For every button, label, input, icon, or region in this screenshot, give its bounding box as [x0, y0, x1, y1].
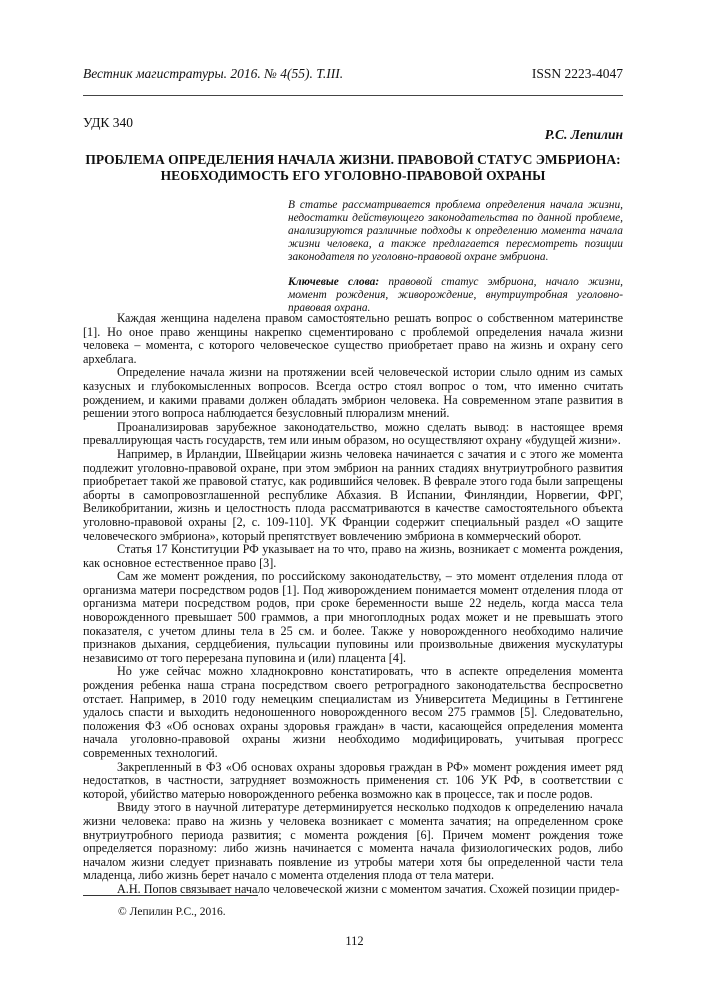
issn: ISSN 2223-4047	[531, 66, 623, 81]
paragraph: Проанализировав зарубежное законодательство, можно сделать вывод: в настоящее время преваллирующая часть государств, тем или иным образом, но осуществляют охрану «будущей жизни».	[83, 419, 623, 448]
running-header	[83, 66, 623, 88]
footnote-divider	[83, 895, 258, 896]
abstract: В статье рассматривается проблема определения начала жизни, недостатки действующего законодательства по данной проблеме, анализируются различные подходы к определению момента начала жизни человека, а также предлагается пересмотреть позиции законодателя по уголовно-правовой охране эмбриона.	[288, 199, 623, 263]
article-title: ПРОБЛЕМА ОПРЕДЕЛЕНИЯ НАЧАЛА ЖИЗНИ. ПРАВОВОЙ СТАТУС ЭМБРИОНА: НЕОБХОДИМОСТЬ ЕГО УГОЛОВНО-ПРАВОВОЙ ОХРАНЫ	[85, 152, 621, 183]
paragraph: Определение начала жизни на протяжении всей человеческой истории слыло одним из самых казусных и глубокомысленных вопросов. Всегда остро стоял вопрос о том, что именно считать рождением, и какими правами должен обладать эмбрион человека. На современном этапе развития в решении этого вопроса наблюдается безусловный плюрализм мнений.	[83, 365, 623, 421]
paragraph: Сам же момент рождения, по российскому законодательству, – это момент отделения плода от организма матери посредством родов [1]. Под живорождением понимается момент отделения плода от организма матери посредством родов, при сроке беременности выше 22 недель, когда масса тела новорожденного превышает 500 граммов, а при многоплодных родах может и не превышать этого показателя, с учетом длины тела в 25 см. и более. Также у новорожденного необходимо наличие признаков дыхания, сердцебиения, пульсации пуповины или произвольные движения мускулатуры независимо от того перерезана пуповина и (или) плацента [4].	[83, 569, 623, 665]
udk-code: УДК 340	[83, 115, 134, 130]
paragraph: А.Н. Попов связывает начало человеческой жизни с моментом зачатия. Схожей позиции придер-	[117, 881, 620, 896]
article-body	[83, 312, 623, 897]
page-number: 112	[345, 934, 364, 948]
paragraph: Каждая женщина наделена правом самостоятельно решать вопрос о собственном материнстве [1]. Но оное право женщины накрепко сцементировано с проблемой определения начала жизни человека – момента, с которого человеческое существо приобретает право на жизнь и охрану сего археблага.	[83, 311, 623, 366]
paragraph: Но уже сейчас можно хладнокровно констатировать, что в аспекте определения момента рождения ребенка наша страна посредством своего ретроградного законодательства беспросветно отстает. Например, в 2010 году немецким специалистам из Университета Медицины в Геттингене удалось спасти и выходить недоношенного новорожденного весом 275 граммов [5]. Следовательно, положения ФЗ «Об основах охраны здоровья граждан» в части, касающейся определения момента начала уголовно-правовой охраны жизни необходимо модифицировать, учитывая прогресс современных технологий.	[83, 664, 623, 760]
journal-citation: Вестник магистратуры. 2016. № 4(55). Т.III.	[83, 66, 344, 81]
copyright-footnote: © Лепилин Р.С., 2016.	[118, 906, 226, 918]
keywords	[288, 276, 623, 315]
paragraph: Ввиду этого в научной литературе детерминируется несколько подходов к определению начала жизни человека: право на жизнь у человека возникает с момента зачатия; на определенном сроке внутриутробного периода развития; с момента рождения [6]. Причем момент рождения тоже определяется поразному: либо жизнь начинается с момента начала физиологических родов, либо началом жизни следует признавать появление из утробы матери хотя бы определенной части тела младенца, либо жизнь берет начало с момента отделения плода от тела матери.	[83, 800, 623, 883]
paragraph: Например, в Ирландии, Швейцарии жизнь человека начинается с зачатия и с этого же момента подлежит уголовно-правовой охране, при этом эмбрион на ранних стадиях внутриутробного развития приобретает такой же правовой статус, как родившийся человек. В феврале этого года были запрещены аборты в самопровозглашенной республике Абхазия. В Испании, Финляндии, Норвегии, ФРГ, Великобритании, жизнь и целостность плода рассматриваются в качестве самостоятельного объекта уголовно-правовой охраны [2, с. 109-110]. УК Франции содержит специальный раздел «О защите человеческого эмбриона», который препятствует вовлечению эмбриона в коммерческий оборот.	[83, 446, 623, 543]
header-divider	[83, 95, 623, 96]
paragraph: Статья 17 Конституции РФ указывает на то что, право на жизнь, возникает с момента рождения, как основное естественное право [3].	[83, 542, 623, 570]
paragraph: Закрепленный в ФЗ «Об основах охраны здоровья граждан в РФ» момент рождения имеет ряд недостатков, в частности, затрудняет возможность применения ст. 106 УК РФ, в соответствии с которой, убийство матерью новорожденного ребенка возможно как в процессе, так и после родов.	[83, 759, 623, 801]
keywords-label: Ключевые слова:	[288, 276, 380, 288]
author-name: Р.С. Лепилин	[544, 127, 623, 142]
keywords-text: правовой статус эмбриона, начало жизни, момент рождения, живорождение, внутриутробная уголовно-правовая охрана.	[288, 276, 623, 314]
